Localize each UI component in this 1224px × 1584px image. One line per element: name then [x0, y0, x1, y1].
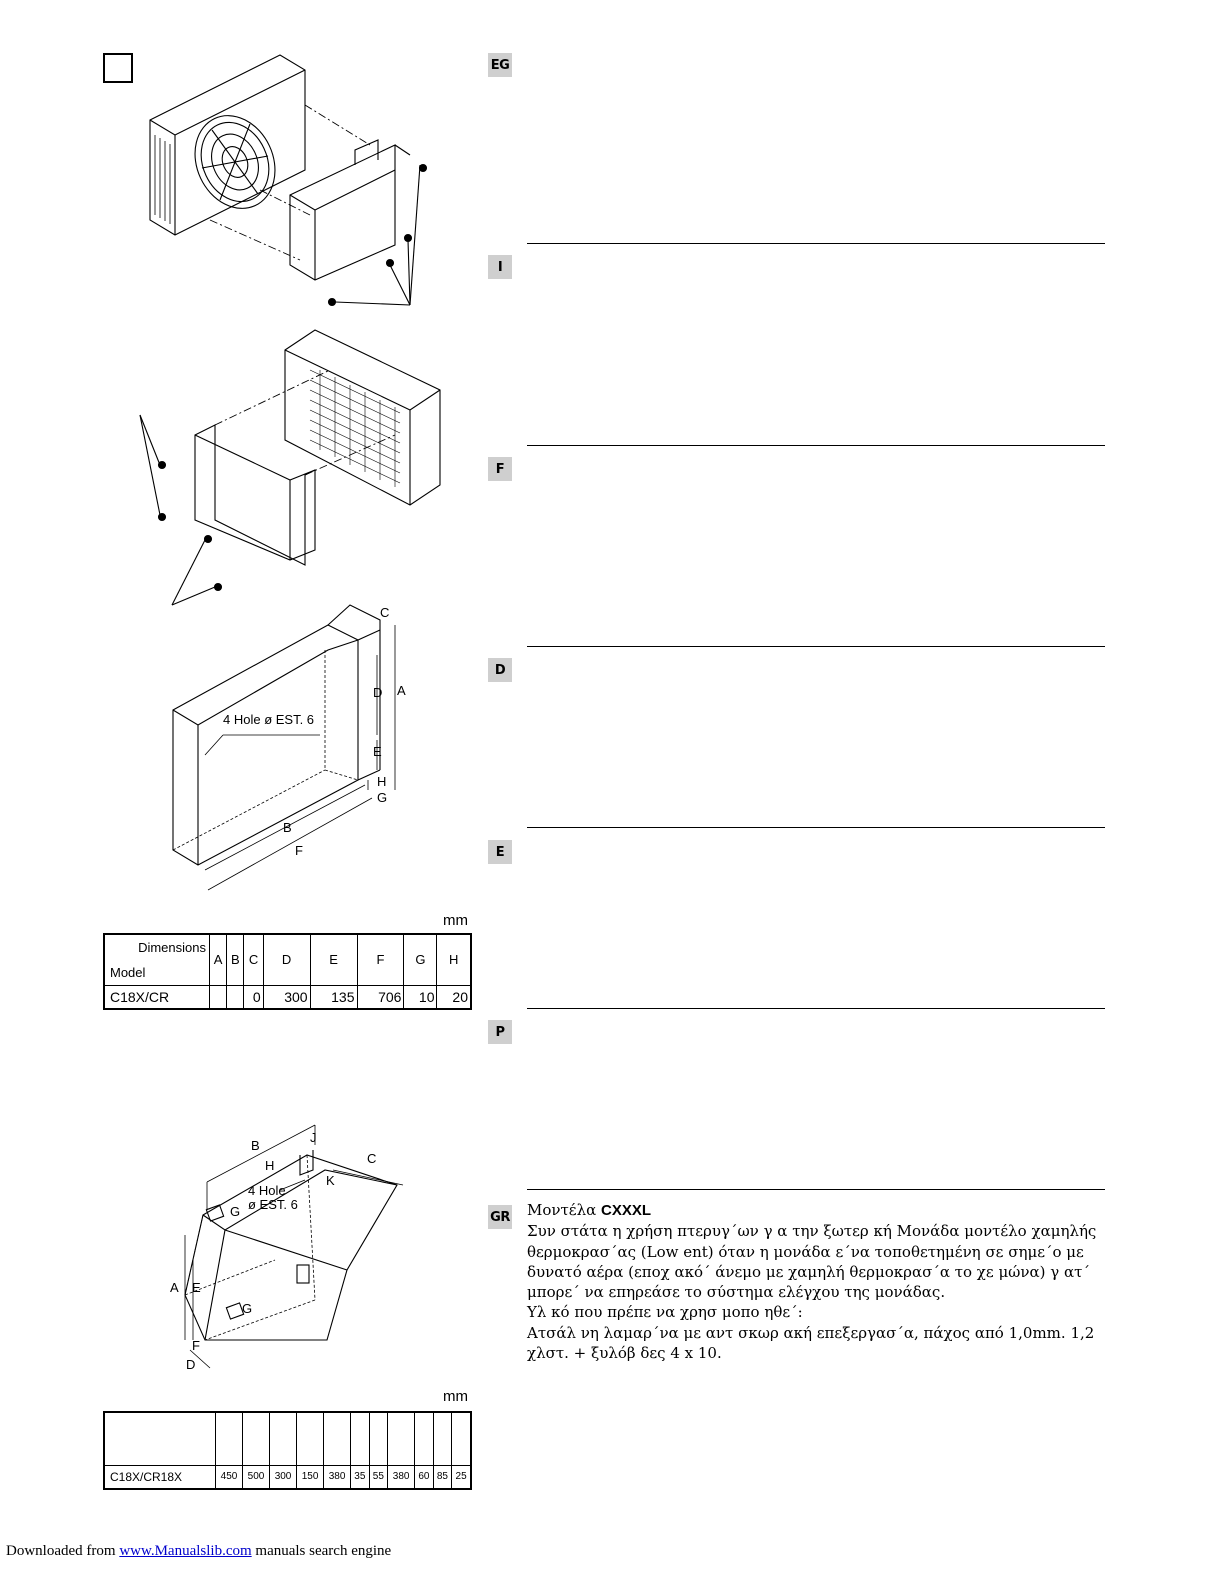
footer-prefix: Downloaded from: [6, 1543, 120, 1559]
table1-value-cell: 0: [244, 985, 263, 1009]
section-divider: [527, 827, 1105, 828]
table1-value-cell: 706: [357, 985, 404, 1009]
table2-header-cell: [388, 1412, 415, 1465]
figure-number-box: [103, 53, 133, 83]
table1-value-cell: 20: [437, 985, 471, 1009]
dim-label-a: A: [397, 683, 406, 698]
dim-label-b: B: [283, 820, 292, 835]
language-tag-i: I: [488, 255, 512, 279]
table1-value-cell: 135: [310, 985, 357, 1009]
dim2-label-e: E: [192, 1280, 201, 1295]
language-tag-e: E: [488, 840, 512, 864]
table1-unit: mm: [443, 912, 468, 929]
greek-line: Υλ κό που πρέπε να χρησ μοπο ηθε΄:: [527, 1303, 803, 1322]
table1-model-cell: C18X/CR: [104, 985, 210, 1009]
table2-header-cell: [243, 1412, 270, 1465]
greek-heading: [527, 1200, 1109, 1221]
deflector-dimension-drawing-2: [165, 1110, 415, 1375]
table2-header-cell: [351, 1412, 370, 1465]
table2-header-cell: [270, 1412, 297, 1465]
language-tag-eg: EG: [488, 53, 512, 77]
greek-heading-model: CXXXL: [600, 1202, 651, 1219]
greek-line: χλστ. + ξυλόβ δες 4 x 10.: [527, 1344, 722, 1363]
table2-value-cell: 25: [452, 1465, 471, 1489]
table2-value-cell: 300: [270, 1465, 297, 1489]
table2-value-cell: 450: [216, 1465, 243, 1489]
dim2-label-k: K: [326, 1173, 335, 1188]
dim2-label-g1: G: [230, 1204, 241, 1219]
greek-heading-prefix: Μοντέλα: [527, 1201, 601, 1219]
manualslib-link[interactable]: www.Manualslib.com: [119, 1543, 252, 1559]
table2-header-cell: [216, 1412, 243, 1465]
greek-line: Ατσάλ νη λαμαρ΄να με αντ σκωρ ακή επεξεργασ΄α, πάχος από 1,0mm. 1,2: [527, 1323, 1095, 1342]
language-tag-d: D: [488, 658, 512, 682]
table2-value-cell: 500: [243, 1465, 270, 1489]
greek-line: μπορε΄ να επηρεάσε το σύστημα ελέγχου της μονάδας.: [527, 1283, 946, 1302]
table1-col-header: D: [263, 934, 310, 985]
table1-col-header: E: [310, 934, 357, 985]
greek-line: δυνατό αέρα (εποχ ακό΄ άνεμο με χαμηλή θερμοκρασ΄α το χε μώνα) γ ατ΄: [527, 1262, 1090, 1281]
table2-header-cell: [104, 1412, 216, 1465]
table2-header-cell: [415, 1412, 434, 1465]
table2-header-cell: [452, 1412, 471, 1465]
section-divider: [527, 445, 1105, 446]
dim2-label-f: F: [192, 1338, 200, 1353]
unit-rear-deflector-drawing: [130, 325, 450, 615]
table1-value-cell: [210, 985, 227, 1009]
section-divider: [527, 1008, 1105, 1009]
greek-line: θερμοκρασ΄ας (Low ent) όταν η μονάδα ε΄να τοποθετημένη σε σημε΄ο με: [527, 1242, 1084, 1261]
table1-header-dimensions: Dimensions: [138, 940, 206, 955]
table2-value-cell: 55: [369, 1465, 388, 1489]
table2-value-cell: 150: [297, 1465, 324, 1489]
dim2-label-h: H: [265, 1158, 275, 1173]
table2-header-cell: [297, 1412, 324, 1465]
dim2-hole-note-2: ø EST. 6: [248, 1197, 298, 1212]
greek-line: Συν στάτα η χρήση πτερυγ΄ων γ α την ξωτερ κή Μονάδα μοντέλο χαμηλής: [527, 1222, 1097, 1241]
table1-value-cell: 10: [404, 985, 437, 1009]
table1-col-header: B: [227, 934, 244, 985]
dimension-table-2: [103, 1411, 472, 1490]
table1-col-header: G: [404, 934, 437, 985]
section-divider: [527, 243, 1105, 244]
section-divider: [527, 1189, 1105, 1190]
table1-header-model: Model: [110, 964, 146, 980]
language-tag-f: F: [488, 457, 512, 481]
table2-value-cell: 380: [324, 1465, 351, 1489]
footer: [6, 1543, 391, 1560]
table1-col-header: A: [210, 934, 227, 985]
dimension-table-1: [103, 933, 472, 1010]
table2-header-cell: [369, 1412, 388, 1465]
language-tag-p: P: [488, 1020, 512, 1044]
dim2-hole-note-1: 4 Hole: [248, 1183, 286, 1198]
footer-suffix: manuals search engine: [251, 1543, 392, 1559]
table2-header-cell: [324, 1412, 351, 1465]
dim-label-e: E: [373, 744, 382, 759]
table1-col-header: F: [357, 934, 404, 985]
dim2-label-j: J: [310, 1130, 317, 1145]
dim-label-g: G: [377, 790, 388, 805]
table1-value-cell: [227, 985, 244, 1009]
dim2-label-a: A: [170, 1280, 179, 1295]
table1-value-cell: 300: [263, 985, 310, 1009]
dim-label-c: C: [380, 605, 390, 620]
table1-header-cell: [104, 934, 210, 985]
table2-model-cell: C18X/CR18X: [104, 1465, 216, 1489]
table2-value-cell: 380: [388, 1465, 415, 1489]
greek-section: [527, 1200, 1109, 1363]
dim-label-h: H: [377, 774, 387, 789]
language-tag-gr: GR: [488, 1205, 512, 1229]
unit-front-deflector-drawing: [140, 50, 440, 320]
dim2-label-b: B: [251, 1138, 260, 1153]
table2-value-cell: 85: [433, 1465, 452, 1489]
table1-col-header: C: [244, 934, 263, 985]
table2-header-cell: [433, 1412, 452, 1465]
table2-value-cell: 35: [351, 1465, 370, 1489]
hole-note: 4 Hole ø EST. 6: [223, 712, 315, 727]
dim2-label-c: C: [367, 1151, 377, 1166]
dim-label-d: D: [373, 685, 383, 700]
table2-value-cell: 60: [415, 1465, 434, 1489]
dim-label-f: F: [295, 843, 303, 858]
table2-unit: mm: [443, 1388, 468, 1405]
dim2-label-d: D: [186, 1357, 196, 1372]
dim2-label-g2: G: [242, 1301, 253, 1316]
table1-col-header: H: [437, 934, 471, 985]
section-divider: [527, 646, 1105, 647]
